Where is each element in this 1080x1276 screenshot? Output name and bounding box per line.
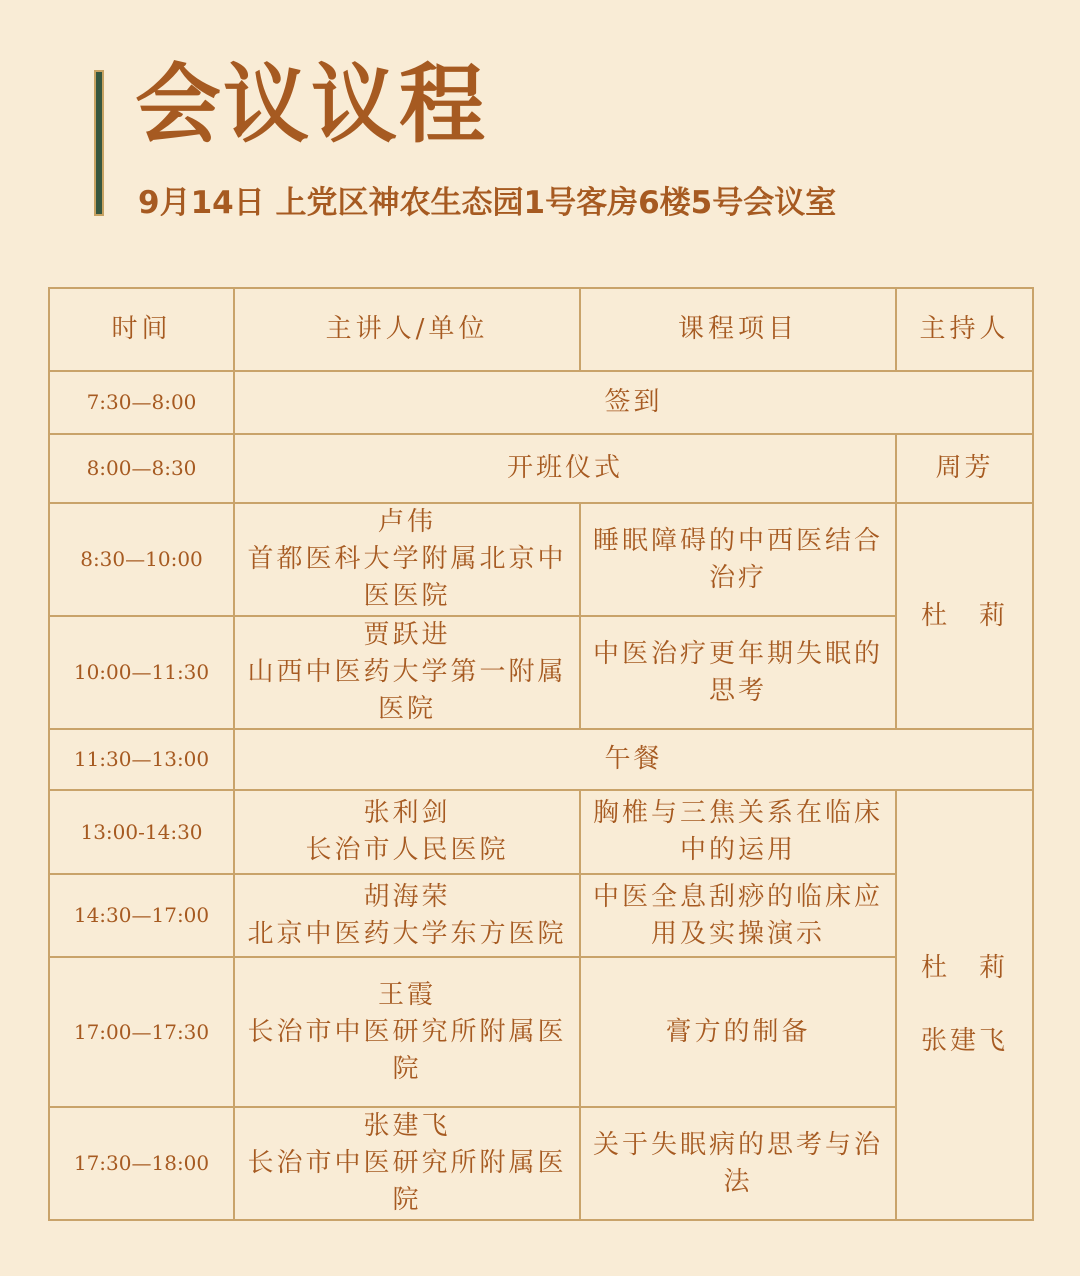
table-header-row [49,288,1033,371]
course-cell: 中医全息刮痧的临床应用及实操演示 [580,874,896,957]
page-subtitle: 9月14日 上党区神农生态园1号客房6楼5号会议室 [138,185,837,221]
agenda-table [48,287,1034,1221]
speaker-cell [234,790,580,874]
page-title: 会议议程 [135,55,487,155]
table-row [49,957,1033,1107]
speaker-name: 贾跃进 [363,620,451,650]
speaker-unit: 长治市中医研究所附属医院 [247,1016,567,1084]
course-cell: 中医治疗更年期失眠的思考 [580,616,896,729]
host-name: 杜 莉 [920,953,1008,983]
table-row [49,616,1033,729]
column-header-host: 主持人 [896,288,1033,371]
time-cell: 8:30—10:00 [49,503,234,616]
speaker-unit: 首都医科大学附属北京中医医院 [247,544,567,611]
host-name: 张建飞 [920,1026,1008,1056]
course-cell: 睡眠障碍的中西医结合治疗 [580,503,896,616]
host-cell [896,790,1033,1220]
course-cell: 膏方的制备 [580,957,896,1107]
host-cell: 杜 莉 [896,503,1033,729]
table-row [49,371,1033,434]
course-cell: 胸椎与三焦关系在临床中的运用 [580,790,896,874]
table-row [49,503,1033,616]
column-header-course: 课程项目 [580,288,896,371]
table-row [49,874,1033,957]
table-row [49,434,1033,503]
time-cell: 13:00-14:30 [49,790,234,874]
column-header-speaker: 主讲人/单位 [234,288,580,371]
speaker-cell [234,616,580,729]
speaker-name: 张利剑 [363,798,451,828]
speaker-unit: 北京中医药大学东方医院 [247,918,567,949]
time-cell: 14:30—17:00 [49,874,234,957]
speaker-unit: 山西中医药大学第一附属医院 [247,657,567,724]
speaker-name: 胡海荣 [363,881,451,912]
speaker-cell [234,503,580,616]
course-cell: 关于失眠病的思考与治法 [580,1107,896,1220]
speaker-cell [234,1107,580,1220]
speaker-unit: 长治市中医研究所附属医院 [247,1148,567,1215]
table-row [49,729,1033,790]
title-accent-bar [94,70,104,216]
time-cell: 11:30—13:00 [49,729,234,790]
host-cell: 周芳 [896,434,1033,503]
time-cell: 10:00—11:30 [49,616,234,729]
speaker-name: 卢伟 [377,507,436,537]
table-row [49,1107,1033,1220]
speaker-cell [234,874,580,957]
table-row [49,790,1033,874]
speaker-name: 王霞 [377,979,436,1010]
speaker-name: 张建飞 [363,1111,451,1141]
speaker-unit: 长治市人民医院 [305,835,509,865]
merged-cell: 开班仪式 [234,434,896,503]
speaker-cell [234,957,580,1107]
time-cell: 17:00—17:30 [49,957,234,1107]
column-header-time: 时间 [49,288,234,371]
time-cell: 7:30—8:00 [49,371,234,434]
merged-cell: 午餐 [234,729,1033,790]
time-cell: 17:30—18:00 [49,1107,234,1220]
time-cell: 8:00—8:30 [49,434,234,503]
merged-cell: 签到 [234,371,1033,434]
